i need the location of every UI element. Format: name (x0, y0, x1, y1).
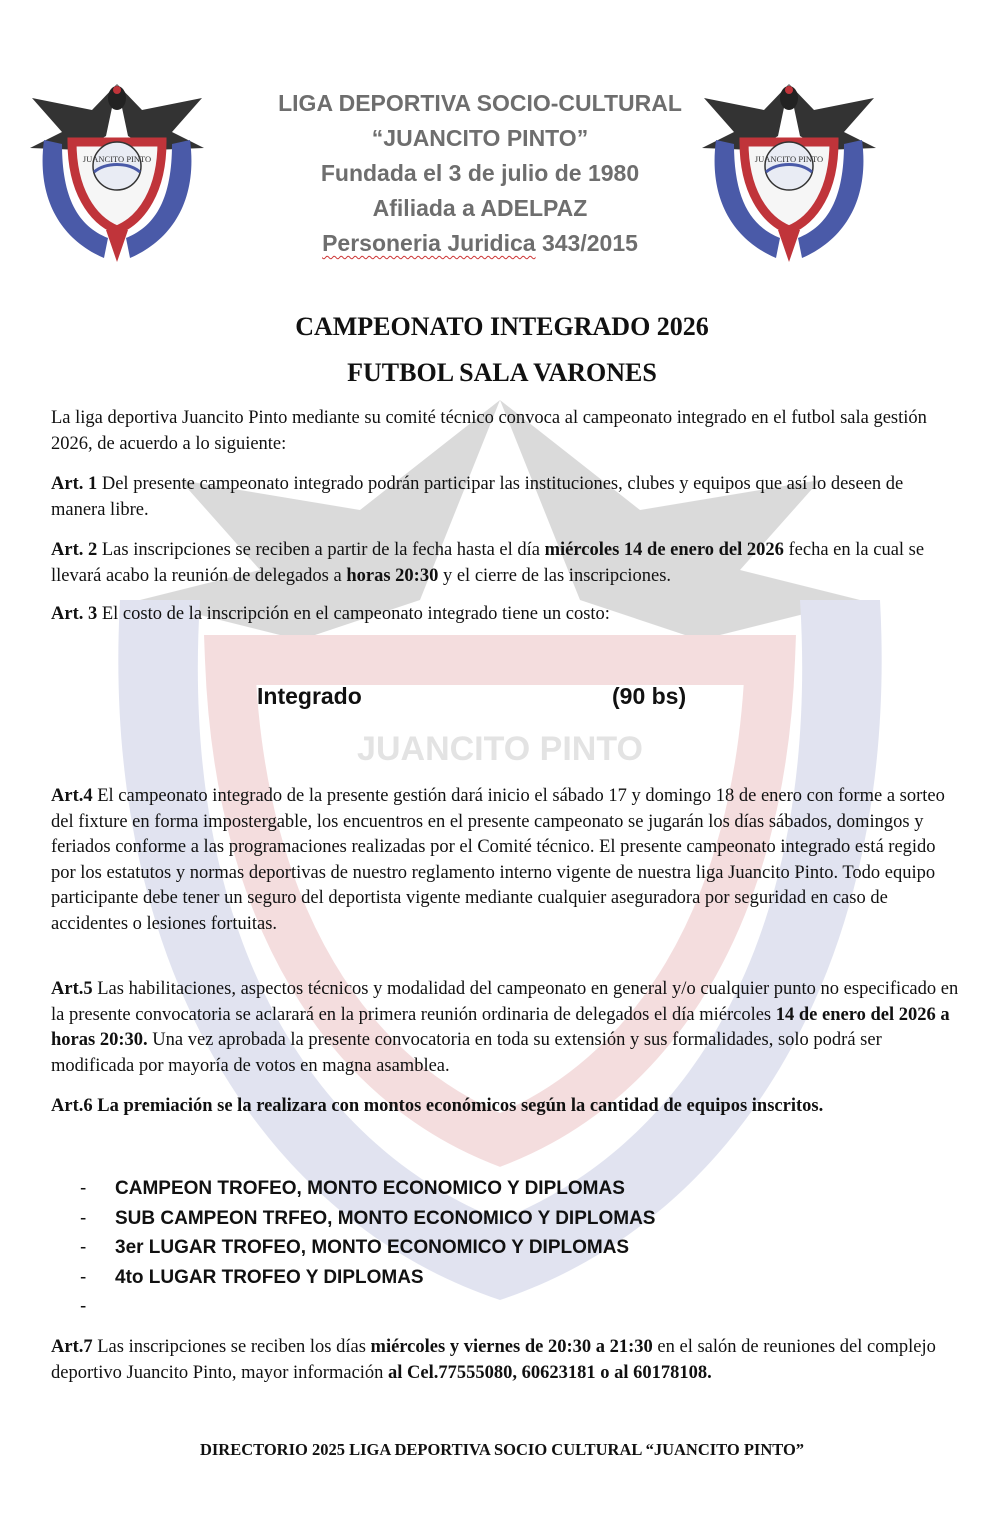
article-4-label: Art.4 (51, 786, 93, 806)
league-line: LIGA DEPORTIVA SOCIO-CULTURAL (278, 90, 682, 116)
article-1-text: Del presente campeonato integrado podrán participar las instituciones, clubes y equipos que así lo deseen de manera libre. (51, 474, 904, 520)
article-7-phones: al Cel.77555080, 60623181 o al 60178108. (388, 1362, 712, 1383)
watermark-text: JUANCITO PINTO (357, 730, 643, 768)
article-5-label: Art.5 (51, 979, 93, 999)
article-4-text: El campeonato integrado de la presente gestión dará inicio el sábado 17 y domingo 18 de enero con forme a sorteo del fixture en forma impostergable, los encuentros en el presente campeonato se jugarán los días sábados, domingos y feriados conforme a las programaciones realizadas por el Comité técnico. El presente campeonato integrado está regido por los estatutos y normas deportivas de nuestro reglamento interno vigente de nuestra liga Juancito Pinto. Todo equipo participante debe tener un seguro del deportista vigente mediante cualquier aseguradora por seguridad en caso de accidentes o lesiones fortuitas. (51, 786, 945, 934)
article-3 (51, 602, 961, 628)
list-item (80, 1263, 655, 1293)
article-2 (51, 538, 961, 589)
article-4 (51, 784, 961, 937)
founded-line: Fundada el 3 de julio de 1980 (320, 160, 640, 186)
fee-value: (90 bs) (612, 683, 687, 709)
article-7-label: Art.7 (51, 1337, 93, 1357)
article-1-label: Art. 1 (51, 474, 98, 494)
bullet-dash: - (80, 1266, 87, 1288)
article-5-text-1: Las habilitaciones, aspectos técnicos y modalidad del campeonato en general y/o cualquier punto no especificado en la presente convocatoria se aclarará en la primera reunión ordinaria de delegados el día miércoles (51, 979, 959, 1025)
bullet-dash: - (80, 1296, 87, 1317)
article-5-text-2: Una vez aprobada la presente convocatoria en toda su extensión y sus formalidades, solo podrá ser modificada por mayoría de votos en magna asamblea. (51, 1030, 882, 1076)
article-2-deadline: miércoles 14 de enero del 2026 (544, 540, 784, 560)
prize-label: 3er LUGAR TROFEO, MONTO ECONOMICO Y DIPLOMAS (115, 1237, 630, 1258)
bullet-dash: - (80, 1237, 87, 1258)
legal-line (230, 226, 730, 261)
article-7 (51, 1335, 961, 1386)
intro-paragraph: La liga deportiva Juancito Pinto mediante su comité técnico convoca al campeonato integrado en el futbol sala gestión 2026, de acuerdo a lo siguiente: (51, 408, 927, 454)
article-3-label: Art. 3 (51, 604, 98, 624)
title-championship: CAMPEONATO INTEGRADO 2026 (295, 312, 709, 341)
crest-right-text: JUANCITO PINTO (754, 154, 824, 164)
league-header (230, 86, 730, 261)
article-6-label: Art.6 (51, 1096, 93, 1116)
article-3-text: El costo de la inscripción en el campeonato integrado tiene un costo: (97, 604, 610, 624)
legal-number: 343/2015 (535, 230, 638, 256)
title-category: FUTBOL SALA VARONES (347, 358, 657, 387)
bullet-dash: - (80, 1178, 87, 1199)
crest-left-text: JUANCITO PINTO (82, 154, 152, 164)
footer-signature: DIRECTORIO 2025 LIGA DEPORTIVA SOCIO CULTURAL “JUANCITO PINTO” (199, 1440, 805, 1459)
legal-prefix: Personeria Juridica (322, 230, 536, 256)
article-2-label: Art. 2 (51, 540, 98, 560)
article-2-text-3: y el cierre de las inscripciones. (438, 565, 672, 586)
article-6 (51, 1094, 961, 1120)
article-1 (51, 472, 961, 523)
article-5-meeting: 14 de enero del 2026 a horas 20:30. (51, 1004, 950, 1050)
article-7-schedule: miércoles y viernes de 20:30 a 21:30 (370, 1337, 653, 1357)
article-2-time: horas 20:30 (346, 565, 439, 586)
league-crest-left (22, 70, 212, 270)
article-6-text: La premiación se la realizara con montos económicos según la cantidad de equipos inscritos. (92, 1096, 824, 1116)
affiliation-line: Afiliada a ADELPAZ (372, 195, 588, 221)
fee-label: Integrado (257, 683, 362, 709)
article-7-text-1: Las inscripciones se reciben los días (92, 1337, 371, 1357)
article-5 (51, 977, 961, 1079)
article-7-text-2: en el salón de reuniones del complejo deportivo Juancito Pinto, mayor información (51, 1337, 936, 1383)
article-2-text-1: Las inscripciones se reciben a partir de la fecha hasta el día (97, 540, 545, 560)
list-item (80, 1233, 655, 1263)
list-item (80, 1204, 655, 1234)
list-item (80, 1292, 655, 1322)
article-2-text-2: fecha en la cual se llevará acabo la reunión de delegados a (51, 540, 925, 586)
prize-label: 4to LUGAR TROFEO Y DIPLOMAS (115, 1266, 424, 1288)
bullet-dash: - (80, 1207, 87, 1229)
prize-list (80, 1174, 655, 1322)
list-item (80, 1174, 655, 1204)
league-name: “JUANCITO PINTO” (371, 125, 589, 151)
prize-label: CAMPEON TROFEO, MONTO ECONOMICO Y DIPLOMAS (115, 1178, 625, 1199)
prize-label: SUB CAMPEON TRFEO, MONTO ECONOMICO Y DIPLOMAS (115, 1207, 656, 1229)
